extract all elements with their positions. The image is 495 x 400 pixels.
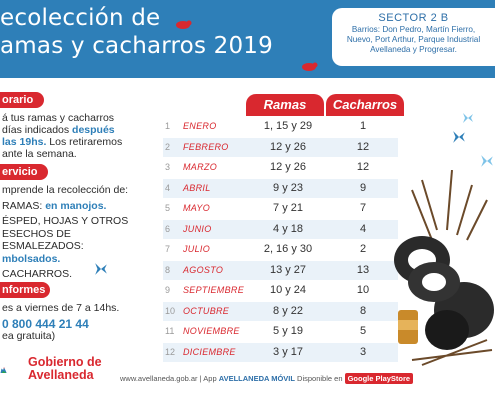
- month-cell: MAYO: [183, 203, 211, 213]
- servicio-line: CACHARROS.: [2, 268, 73, 280]
- cacharros-cell: 5: [359, 325, 367, 337]
- month-cell: OCTUBRE: [183, 305, 230, 316]
- month-cell: NOVIEMBRE: [183, 326, 240, 336]
- table-row: [163, 302, 398, 322]
- table-row: [163, 179, 398, 199]
- sector-line: Barrios: Don Pedro, Martín Fierro,: [351, 25, 476, 34]
- row-number: 5: [165, 203, 171, 213]
- header-cacharros: Cacharros: [326, 94, 404, 116]
- informes-text: [2, 302, 119, 342]
- month-cell: MARZO: [183, 162, 217, 172]
- servicio-label: ervicio: [0, 164, 48, 180]
- playstore-badge[interactable]: Google PlayStore: [345, 373, 414, 384]
- table-row: [163, 220, 398, 240]
- ramas-cell: 12 y 26: [269, 140, 307, 153]
- row-number: 8: [165, 264, 171, 275]
- butterfly-icon: [462, 112, 474, 124]
- ramas-cell: 7 y 21: [273, 202, 303, 214]
- footer-website-link[interactable]: www.avellaneda.gob.ar: [120, 374, 198, 383]
- cacharros-cell: 8: [359, 304, 367, 317]
- sector-title: SECTOR 2 B: [378, 12, 449, 24]
- table-row: [163, 240, 398, 260]
- ramas-cell: 13 y 27: [269, 263, 307, 276]
- ramas-cell: 8 y 22: [273, 304, 303, 317]
- row-number: 2: [165, 141, 171, 152]
- servicio-line: RAMAS: en manojos.: [2, 199, 107, 212]
- row-number: 4: [165, 182, 171, 193]
- row-number: 10: [165, 305, 176, 316]
- row-number: 6: [165, 223, 171, 234]
- informes-line: es a viernes de 7 a 14hs.: [2, 302, 120, 314]
- footer-app-name: AVELLANEDA MÓVIL: [218, 374, 295, 383]
- horario-text: [2, 112, 122, 160]
- logo-text: [28, 356, 102, 382]
- horario-label: orario: [0, 92, 44, 108]
- horario-line: á tus ramas y cacharros: [2, 112, 115, 124]
- row-number: 1: [165, 121, 171, 131]
- ramas-cell: 1, 15 y 29: [263, 120, 313, 132]
- cacharros-cell: 4: [359, 222, 367, 235]
- sector-line: Avellaneda y Progresar.: [370, 45, 457, 54]
- butterfly-icon: [94, 262, 108, 276]
- trash-illustration-icon: [392, 170, 495, 370]
- month-cell: DICIEMBRE: [183, 346, 236, 357]
- bird-icon: [300, 60, 318, 72]
- month-cell: FEBRERO: [183, 141, 229, 152]
- table-row: [163, 138, 398, 158]
- ramas-cell: 9 y 23: [273, 181, 303, 194]
- cacharros-cell: 10: [356, 284, 370, 296]
- month-cell: SEPTIEMBRE: [183, 285, 245, 295]
- row-number: 9: [165, 285, 171, 295]
- table-row: [163, 158, 398, 178]
- row-number: 7: [165, 244, 171, 254]
- header-ramas: Ramas: [246, 94, 324, 116]
- row-number: 3: [165, 162, 171, 172]
- phone-number[interactable]: 0 800 444 21 44: [2, 317, 89, 331]
- servicio-line: mprende la recolección de:: [2, 184, 129, 196]
- servicio-line: ESECHOS DE: [2, 227, 71, 240]
- row-number: 12: [165, 346, 176, 357]
- title-line-2: amas y cacharros 2019: [0, 33, 273, 59]
- servicio-line: mbolsados.: [2, 252, 61, 265]
- ramas-cell: 5 y 19: [273, 325, 303, 337]
- month-cell: AGOSTO: [183, 264, 224, 275]
- month-cell: ABRIL: [183, 182, 211, 193]
- table-row: [163, 281, 398, 301]
- ramas-cell: 2, 16 y 30: [263, 243, 313, 255]
- table-row: [163, 322, 398, 342]
- horario-line: días indicados después: [2, 124, 115, 136]
- sector-line: Nuevo, Port Arthur, Parque Industrial: [346, 35, 481, 44]
- bird-icon: [174, 18, 192, 30]
- logo-line: Gobierno de: [28, 355, 102, 369]
- cacharros-cell: 12: [356, 161, 370, 173]
- logo-line: Avellaneda: [28, 368, 94, 382]
- page-title: [0, 4, 300, 60]
- footer: www.avellaneda.gob.ar | App AVELLANEDA MÓVIL Disponible en Google PlayStore: [120, 374, 413, 383]
- cacharros-cell: 2: [359, 243, 367, 255]
- month-cell: JULIO: [183, 244, 211, 254]
- cacharros-cell: 9: [359, 181, 367, 194]
- month-cell: ENERO: [183, 121, 217, 131]
- informes-line: ea gratuita): [2, 330, 56, 342]
- title-line-1: ecolección de: [0, 5, 161, 31]
- servicio-line: ÉSPED, HOJAS Y OTROS: [2, 215, 129, 227]
- cacharros-cell: 7: [359, 202, 367, 214]
- butterfly-icon: [452, 130, 466, 144]
- table-row: [163, 117, 398, 137]
- horario-line: ante la semana.: [2, 148, 77, 160]
- cacharros-cell: 13: [356, 263, 370, 276]
- servicio-text: [2, 184, 128, 281]
- informes-label: nformes: [0, 282, 50, 298]
- month-cell: JUNIO: [183, 223, 212, 234]
- cacharros-cell: 3: [359, 345, 367, 358]
- ramas-cell: 12 y 26: [269, 161, 307, 173]
- avellaneda-logo-icon: [0, 356, 28, 384]
- table-row: [163, 343, 398, 363]
- servicio-line: ESMALEZADOS:: [2, 240, 84, 252]
- horario-line: las 19hs. Los retiraremos: [2, 136, 123, 148]
- sector-box: [332, 8, 495, 66]
- ramas-cell: 4 y 18: [273, 222, 303, 235]
- table-row: [163, 199, 398, 219]
- cacharros-cell: 1: [359, 120, 367, 132]
- row-number: 11: [165, 326, 175, 336]
- cacharros-cell: 12: [356, 140, 370, 153]
- ramas-cell: 10 y 24: [269, 284, 307, 296]
- butterfly-icon: [480, 154, 494, 168]
- ramas-cell: 3 y 17: [273, 345, 303, 358]
- table-row: [163, 261, 398, 281]
